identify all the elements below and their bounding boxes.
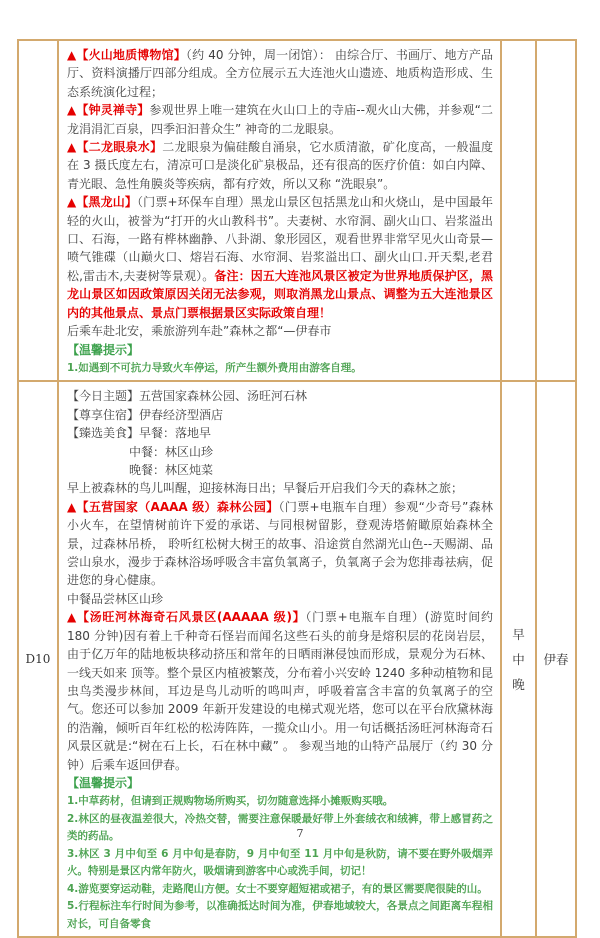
paragraph bbox=[67, 897, 493, 932]
body-text: 晚餐：林区炖菜 bbox=[129, 463, 214, 478]
highlight-text: ▲【五营国家（AAAA 级）森林公园】 bbox=[67, 499, 279, 514]
meals-cell bbox=[500, 382, 535, 936]
tip-text: 3.林区 3 月中旬至 6 月中旬是春防，9 月中旬至 11 月中旬是秋防，请不要在野外吸烟弄火。特别是景区内常年防火，吸烟请到游客中心或洗手间，切记！ bbox=[67, 847, 493, 878]
highlight-text: ▲【黑龙山】 bbox=[67, 195, 138, 210]
body-text: 早上被森林的鸟儿叫醒，迎接林海日出；早餐后开启我们今天的森林之旅； bbox=[67, 481, 464, 496]
tip-text: 5.行程标注车行时间为参考，以准确抵达时间为准，伊春地域较大，各景点之间距离车程相对长，可自备零食 bbox=[67, 900, 493, 930]
paragraph bbox=[67, 608, 493, 774]
table-row bbox=[19, 380, 575, 936]
highlight-text: ▲【钟灵禅寺】 bbox=[67, 103, 150, 118]
body-text: 【今日主题】五营国家森林公园、汤旺河石林 bbox=[67, 389, 308, 404]
page-number: 7 bbox=[296, 827, 304, 840]
paragraph bbox=[67, 46, 493, 101]
paragraph bbox=[67, 193, 493, 322]
body-text: （门票+电瓶车自理）(游览时间约 180 分钟)因有着上千种奇石怪岩而闻名这些石头的前身是熔积层的花岗岩层，由于亿万年的陆地板块移动挤压和常年的日晒雨淋侵蚀而形成，景观分为石林、一线天如来 顶等。整个景区内植被繁茂，分布着小兴安岭 1240 多种动植物和昆虫鸟类漫步林间，耳边是鸟儿动听的鸣叫声，呼吸着富含丰富的负氧离子的空气。您还可以参加 2009 年新开发建设的电梯式观光塔，您可以在平台欣黛林海的浩瀚，倾听百年红松的松涛阵阵，一揽众山小。用一句话概括汤旺河林海奇石风景区就是:“树在石上长，石在林中藏” 。 参观当地的山特产品展厅（约 30 分钟）后乘车返回伊春。 bbox=[67, 610, 494, 772]
paragraph bbox=[67, 845, 493, 880]
body-text: 【臻选美食】早餐：落地早 bbox=[67, 426, 212, 441]
body-text: 中餐品尝林区山珍 bbox=[67, 591, 164, 606]
city-cell bbox=[535, 41, 575, 380]
paragraph bbox=[67, 590, 493, 608]
meal-label: 中 bbox=[512, 652, 525, 668]
paragraph bbox=[67, 359, 493, 377]
body-text: 后乘车赴北安，乘旅游列车赴”森林之都“—伊春市 bbox=[67, 324, 332, 339]
day-label-cell: D10 bbox=[25, 652, 51, 667]
paragraph bbox=[67, 424, 493, 442]
body-text: 中餐：林区山珍 bbox=[129, 444, 214, 459]
body-text: 参观世界上唯一建筑在火山口上的寺庙--观火山大佛，并参观“二龙涓涓汇百泉，四季汩汩普众生” 神奇的二龙眼泉。 bbox=[67, 103, 493, 136]
meal-label: 早 bbox=[512, 627, 525, 643]
tip-text: 2.林区的昼夜温差很大，冷热交替，需要注意保暖最好带上外套绒衣和绒裤，带上感冒药之类的药品。 bbox=[67, 812, 493, 843]
tip-text: 1.如遇到不可抗力导致火车停运，所产生额外费用由游客自理。 bbox=[67, 361, 362, 374]
highlight-text: 备注：因五大连池风景区被定为世界地质保护区，黑龙山景区如因政策原因关闭无法参观，则取消黑龙山景点、调整为五大连池景区内的其他景点、景点门票根据景区实际政策自理！ bbox=[67, 268, 493, 320]
paragraph bbox=[67, 406, 493, 424]
content-cell bbox=[57, 382, 500, 936]
paragraph bbox=[67, 880, 493, 898]
body-text: （约 40 分钟，周一闭馆）： 由综合厅、书画厅、地方产品厅、资料演播厅四部分组成。全方位展示五大连池火山遗迹、地质构造形成、生态系统演化过程； bbox=[67, 48, 494, 99]
paragraph bbox=[67, 498, 493, 590]
paragraph bbox=[67, 443, 493, 461]
meal-label: 晚 bbox=[512, 677, 525, 693]
highlight-text: ▲【二龙眼泉水】 bbox=[67, 140, 163, 155]
paragraph bbox=[67, 774, 493, 792]
highlight-text: ▲【汤旺河林海奇石风景区(AAAAA 级)】 bbox=[67, 610, 306, 625]
table-row bbox=[19, 41, 575, 380]
content-cell bbox=[57, 41, 500, 380]
meals-cell bbox=[500, 41, 535, 380]
day-label-cell bbox=[19, 41, 57, 380]
paragraph bbox=[67, 322, 493, 340]
tips-heading: 【温馨提示】 bbox=[67, 775, 140, 790]
paragraph bbox=[67, 461, 493, 479]
paragraph bbox=[67, 387, 493, 405]
city-cell: 伊春 bbox=[535, 382, 575, 936]
body-text: （门票+环保车自理）黑龙山景区包括黑龙山和火烧山，是中国最年轻的火山，被誉为“打开的火山教科书”。夫妻树、水帘洞、副火山口、岩浆溢出口、石海，一路有桦林幽静、八卦湖、象形园区，观看世界非常罕见火山奇景—喷气锥碟（山巅火口、熔岩石海、水帘洞、岩浆溢出口、副火山口.开天梨,老君松,雷击木,夫妻树等景观）。 bbox=[67, 195, 494, 283]
body-text: 【尊享住宿】伊春经济型酒店 bbox=[67, 407, 224, 422]
tip-text: 4.游览要穿运动鞋，走路爬山方便。女士不要穿超短裙或裙子，有的景区需要爬很陡的山。 bbox=[67, 882, 488, 895]
paragraph bbox=[67, 341, 493, 359]
highlight-text: ▲【火山地质博物馆】 bbox=[67, 48, 186, 62]
paragraph bbox=[67, 138, 493, 193]
paragraph bbox=[67, 479, 493, 497]
body-text: （门票+电瓶车自理）参观“少奇号”森林小火车，在望情树前许下爱的承诺、与同根树留影，登观涛塔俯瞰原始森林全景，过森林吊桥， 聆听红松树大树王的故事、沿途赏自然湖光山色--天赐湖、品尝山泉水，漫步于森林浴场呼吸含丰富负氧离子，负氧离子会为您排毒祛病，促进您的身心健康。 bbox=[67, 499, 493, 588]
tip-text: 1.中草药材，但请到正规购物场所购买，切勿随意选择小摊贩购买哦。 bbox=[67, 795, 394, 808]
paragraph bbox=[67, 792, 493, 810]
itinerary-table bbox=[17, 39, 577, 938]
tips-heading: 【温馨提示】 bbox=[67, 342, 140, 357]
paragraph bbox=[67, 101, 493, 138]
body-text: 二龙眼泉为偏硅酸自涌泉，它水质清澈，矿化度高，一般温度在 3 摄氏度左右，清凉可口是淡化矿泉极品，还有很高的医疗价值：如白内障、青光眼、急性角膜炎等疾病，都有疗效，所以又称 “洗眼泉”。 bbox=[67, 140, 493, 191]
